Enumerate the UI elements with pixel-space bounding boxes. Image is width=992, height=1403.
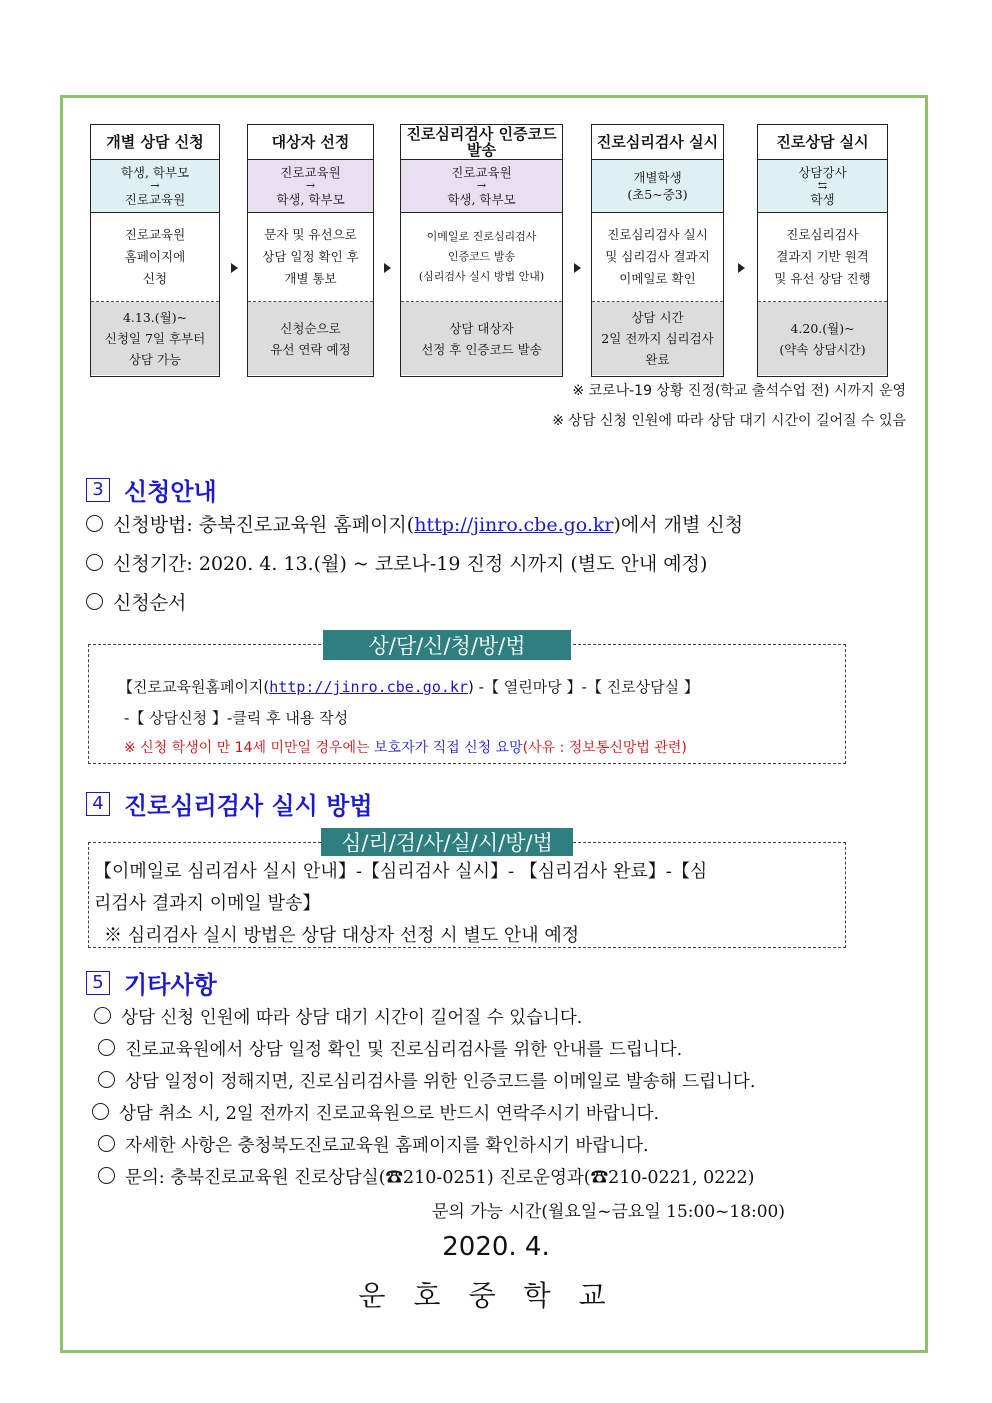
flow-step-description-line: 및 심리검사 결과지 xyxy=(605,249,710,264)
etc-item: 상담 신청 인원에 따라 상담 대기 시간이 길어질 수 있습니다. xyxy=(94,1004,582,1029)
flow-step-schedule-line: (약속 상담시간) xyxy=(779,341,866,357)
circle-bullet-icon xyxy=(92,1103,109,1120)
flow-step-title: 진로심리검사 인증코드 발송 xyxy=(401,125,562,160)
flow-step-actor: 학생, 학부모 xyxy=(276,192,345,207)
direction-arrow-icon: → xyxy=(476,179,487,192)
flow-step-schedule xyxy=(758,302,887,375)
flow-step-schedule-line: 신청일 7일 후부터 xyxy=(104,331,206,346)
flow-step-description-line: 이메일로 진로심리검사 xyxy=(426,230,537,243)
circle-bullet-icon xyxy=(98,1167,115,1184)
apply-order: 신청순서 xyxy=(86,588,186,615)
flow-step-actors xyxy=(758,160,887,213)
flow-step-actors xyxy=(248,160,373,213)
flow-step-title: 개별 상담 신청 xyxy=(91,125,219,160)
flow-step-schedule-line: 상담 가능 xyxy=(128,352,182,367)
flow-step-actor: 진로교육원 xyxy=(124,192,186,207)
homepage-link[interactable]: http://jinro.cbe.go.kr xyxy=(414,514,614,536)
circle-bullet-icon xyxy=(98,1071,115,1088)
note-operation: ※ 코로나-19 상황 진정(학교 출석수업 전) 시까지 운영 xyxy=(572,383,906,399)
flow-step-actor: (초5~중3) xyxy=(627,187,688,202)
etc-item: 자세한 사항은 충청북도진로교육원 홈페이지를 확인하시기 바랍니다. xyxy=(98,1132,649,1157)
inquiry-hours: 문의 가능 시간(월요일~금요일 15:00~18:00) xyxy=(432,1202,786,1222)
section-3-heading xyxy=(86,472,217,507)
etc-item: 상담 일정이 정해지면, 진로심리검사를 위한 인증코드를 이메일로 발송해 드립니다. xyxy=(98,1068,755,1093)
flow-step-description-line: 문자 및 유선으로 xyxy=(264,227,357,242)
test-steps-line2: 리검사 결과지 이메일 발송】 xyxy=(94,893,321,914)
flow-step-box xyxy=(247,124,374,377)
flow-arrow-icon xyxy=(231,263,238,273)
apply-method: 신청방법: 충북진로교육원 홈페이지(http://jinro.cbe.go.kr)에서 개별 신청 xyxy=(86,510,743,537)
apply-steps-line1: 【진로교육원홈페이지(http://jinro.cbe.go.kr) -【 열린마당 】-【 진로상담실 】 xyxy=(118,678,699,696)
direction-arrow-icon: → xyxy=(150,179,160,192)
flow-step-title: 대상자 선정 xyxy=(248,125,373,160)
flow-step-actor: 학생, 학부모 xyxy=(447,192,516,207)
flow-step-actor: 학생, 학부모 xyxy=(120,165,190,180)
flow-step-description-line: 인증코드 발송 xyxy=(447,250,516,263)
apply-period: 신청기간: 2020. 4. 13.(월) ~ 코로나-19 진정 시까지 (별도 안내 예정) xyxy=(86,549,707,576)
flow-step-schedule-line: 유선 연락 예정 xyxy=(270,341,351,357)
flow-step-description xyxy=(91,213,219,302)
circle-bullet-icon xyxy=(86,515,103,532)
flow-step-schedule-line: 완료 xyxy=(645,352,670,367)
etc-item: 상담 취소 시, 2일 전까지 진로교육원으로 반드시 연락주시기 바랍니다. xyxy=(92,1100,659,1125)
flow-step-actor: 진로교육원 xyxy=(280,165,341,180)
flow-step-schedule xyxy=(401,302,562,375)
flow-step-schedule-line: 2일 전까지 심리검사 xyxy=(601,331,714,346)
flow-step-title: 진로심리검사 실시 xyxy=(592,125,723,160)
flow-step-description-line: 및 유선 상담 진행 xyxy=(774,271,871,286)
flow-arrow-icon xyxy=(574,263,581,273)
apply-warning: ※ 신청 학생이 만 14세 미만일 경우에는 보호자가 직접 신청 요망(사유 : 정보통신망법 관련) xyxy=(124,740,687,756)
flow-step-schedule-line: 선정 후 인증코드 발송 xyxy=(421,341,542,357)
section-4-heading xyxy=(86,786,373,821)
flow-step-description-line: 이메일로 확인 xyxy=(619,271,696,286)
flow-step-actor: 진로교육원 xyxy=(451,165,512,180)
flow-step-box xyxy=(591,124,724,377)
flow-step-description-line: 진로심리검사 실시 xyxy=(607,227,708,242)
flow-step-description xyxy=(592,213,723,302)
flow-step-description-line: 진로심리검사 xyxy=(786,227,859,242)
section-number: 3 xyxy=(86,478,110,502)
section-5-heading xyxy=(86,965,217,1000)
section-number: 4 xyxy=(86,792,110,816)
test-method-tag: 심/리/검/사/실/시/방/법 xyxy=(321,828,573,856)
flow-step-title: 진로상담 실시 xyxy=(758,125,887,160)
flow-step-schedule xyxy=(91,302,219,375)
flow-step-schedule-line: 상담 대상자 xyxy=(449,320,514,336)
section-title: 기타사항 xyxy=(124,971,217,999)
flow-step-description xyxy=(248,213,373,302)
flow-step-schedule-line: 신청순으로 xyxy=(280,320,341,336)
flow-step-actors xyxy=(91,160,219,213)
circle-bullet-icon xyxy=(98,1135,115,1152)
section-title: 진로심리검사 실시 방법 xyxy=(124,792,373,820)
flow-arrow-icon xyxy=(384,263,391,273)
circle-bullet-icon xyxy=(94,1007,111,1024)
test-steps-line1: 【이메일로 심리검사 실시 안내】-【심리검사 실시】- 【심리검사 완료】-【심 xyxy=(94,861,708,882)
section-title: 신청안내 xyxy=(124,478,217,506)
apply-method-tag: 상/담/신/청/방/법 xyxy=(323,630,571,660)
flow-step-schedule-line: 4.13.(월)~ xyxy=(122,310,188,325)
flow-step-actors xyxy=(592,160,723,213)
flow-step-actor: 학생 xyxy=(810,192,835,207)
flow-step-description-line: (심리검사 실시 방법 안내) xyxy=(418,270,545,283)
apply-steps-line2: -【 상담신청 】-클릭 후 내용 작성 xyxy=(124,709,349,727)
note-waiting: ※ 상담 신청 인원에 따라 상담 대기 시간이 길어질 수 있음 xyxy=(552,413,906,429)
flow-step-description-line: 결과지 기반 원격 xyxy=(776,249,869,264)
flow-step-schedule xyxy=(592,302,723,375)
flow-step-description-line: 개별 통보 xyxy=(284,271,337,286)
etc-item: 문의: 충북진로교육원 진로상담실(☎210-0251) 진로운영과(☎210-0221, 0222) xyxy=(98,1164,754,1189)
flow-arrow-icon xyxy=(738,263,745,273)
flow-step-box xyxy=(90,124,220,377)
section-number: 5 xyxy=(86,971,110,995)
document-date: 2020. 4. xyxy=(442,1232,550,1262)
flow-step-box xyxy=(400,124,563,377)
etc-item: 진로교육원에서 상담 일정 확인 및 진로심리검사를 위한 안내를 드립니다. xyxy=(98,1036,682,1061)
flow-step-actor: 상담강사 xyxy=(798,165,847,180)
flow-step-actor: 개별학생 xyxy=(633,170,682,185)
flow-step-description-line: 상담 일정 확인 후 xyxy=(262,249,359,264)
flow-step-schedule xyxy=(248,302,373,375)
flow-step-box xyxy=(757,124,888,377)
flow-step-schedule-line: 4.20.(월)~ xyxy=(790,320,855,336)
direction-arrow-icon: ⇆ xyxy=(817,179,828,192)
flow-step-description-line: 신청 xyxy=(142,271,168,286)
circle-bullet-icon xyxy=(86,593,103,610)
flow-step-description xyxy=(401,213,562,302)
test-note: ※ 심리검사 실시 방법은 상담 대상자 선정 시 별도 안내 예정 xyxy=(104,925,580,946)
flow-step-description xyxy=(758,213,887,302)
flow-step-description-line: 진로교육원 xyxy=(124,227,186,242)
flow-step-schedule-line: 상담 시간 xyxy=(631,310,684,325)
homepage-link-box[interactable]: http://jinro.cbe.go.kr xyxy=(269,678,468,696)
circle-bullet-icon xyxy=(86,554,103,571)
circle-bullet-icon xyxy=(98,1039,115,1056)
school-name: 운호중학교 xyxy=(358,1279,634,1312)
flow-step-description-line: 홈페이지에 xyxy=(124,249,186,264)
direction-arrow-icon: → xyxy=(305,179,316,192)
flow-step-actors xyxy=(401,160,562,213)
